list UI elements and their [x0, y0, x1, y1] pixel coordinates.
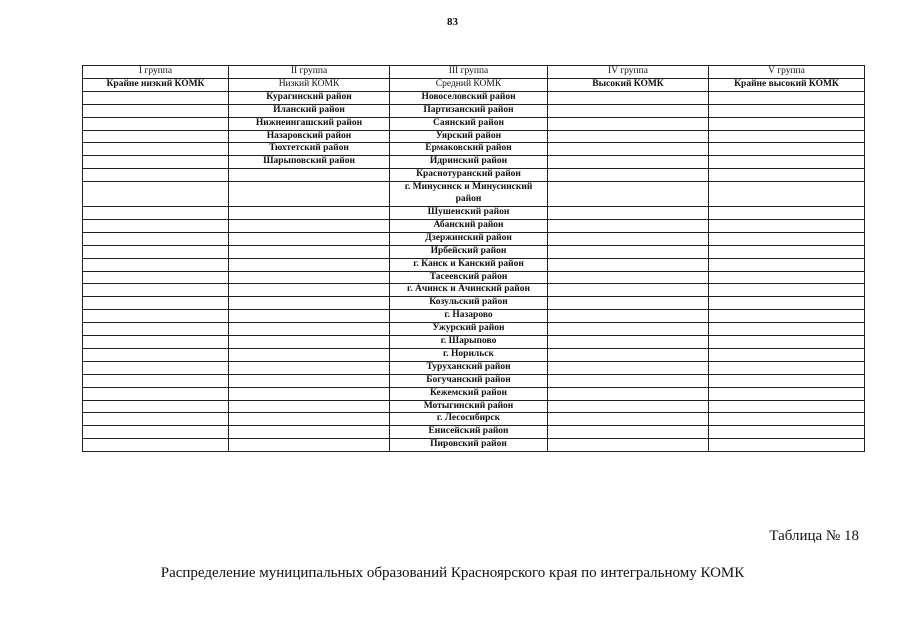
table-row [83, 284, 865, 297]
table-cell [548, 117, 709, 130]
table-cell [709, 336, 865, 349]
table-cell [229, 245, 390, 258]
table-cell [709, 245, 865, 258]
table-cell: г. Ачинск и Ачинский район [390, 284, 548, 297]
table-row [83, 258, 865, 271]
table-cell [709, 323, 865, 336]
table-cell: г. Лесосибирск [390, 413, 548, 426]
table-row [83, 426, 865, 439]
table-cell [83, 271, 229, 284]
table-row [83, 130, 865, 143]
page-number: 83 [447, 16, 458, 28]
table-cell [548, 336, 709, 349]
table-cell [83, 387, 229, 400]
table-cell [709, 374, 865, 387]
table-cell [83, 104, 229, 117]
table-cell [709, 130, 865, 143]
group-header-cell: V группа [709, 66, 865, 79]
table-cell [229, 439, 390, 452]
table-cell [83, 323, 229, 336]
table-cell: Богучанский район [390, 374, 548, 387]
table-body [83, 91, 865, 451]
table-cell [229, 374, 390, 387]
table-cell [83, 348, 229, 361]
table-cell [709, 361, 865, 374]
table-cell: Ирбейский район [390, 245, 548, 258]
table-cell: Туруханский район [390, 361, 548, 374]
table-cell [709, 297, 865, 310]
table-cell: Дзержинский район [390, 232, 548, 245]
table-row [83, 297, 865, 310]
level-header-cell: Низкий КОМК [229, 78, 390, 91]
level-header-row [83, 78, 865, 91]
table-cell [548, 387, 709, 400]
table-cell [229, 232, 390, 245]
level-header-cell: Крайне высокий КОМК [709, 78, 865, 91]
table-cell: г. Норильск [390, 348, 548, 361]
table-cell [229, 310, 390, 323]
table-row [83, 361, 865, 374]
table-cell [548, 361, 709, 374]
table-cell [83, 232, 229, 245]
table-cell [548, 232, 709, 245]
table-cell [548, 374, 709, 387]
table-cell [229, 169, 390, 182]
table-cell [709, 413, 865, 426]
table-cell [548, 258, 709, 271]
table-row [83, 271, 865, 284]
table-cell [709, 117, 865, 130]
table-row [83, 439, 865, 452]
table-cell [548, 130, 709, 143]
table-cell: Кежемский район [390, 387, 548, 400]
table-cell [709, 387, 865, 400]
table-cell [229, 413, 390, 426]
table-cell: Пировский район [390, 439, 548, 452]
table-cell: Краснотуранский район [390, 169, 548, 182]
table-cell: Идринский район [390, 156, 548, 169]
table-cell [709, 156, 865, 169]
table-cell: Иланский район [229, 104, 390, 117]
group-header-row [83, 66, 865, 79]
table-cell [83, 182, 229, 207]
table-cell [548, 348, 709, 361]
table-cell: Мотыгинский район [390, 400, 548, 413]
table-cell [709, 348, 865, 361]
table-cell [83, 336, 229, 349]
table-cell: Шушенский район [390, 206, 548, 219]
table-cell [709, 169, 865, 182]
table-cell [83, 91, 229, 104]
table-cell [229, 271, 390, 284]
table-cell [229, 219, 390, 232]
table-cell [709, 206, 865, 219]
table-cell: Абанский район [390, 219, 548, 232]
table-cell [229, 284, 390, 297]
table-cell [548, 143, 709, 156]
group-header-cell: IV группа [548, 66, 709, 79]
table-cell [548, 426, 709, 439]
table-row [83, 104, 865, 117]
table-cell: Новоселовский район [390, 91, 548, 104]
table-cell [709, 219, 865, 232]
table-cell [709, 91, 865, 104]
group-header-cell: III группа [390, 66, 548, 79]
table-cell [709, 284, 865, 297]
table-title: Распределение муниципальных образований Красноярского края по интегральному КОМК [160, 565, 745, 581]
table-cell [548, 219, 709, 232]
table-row [83, 219, 865, 232]
table-cell: Уярский район [390, 130, 548, 143]
table-cell: Ермаковский район [390, 143, 548, 156]
table-cell [83, 439, 229, 452]
table-row [83, 336, 865, 349]
table-cell [709, 426, 865, 439]
table-cell: Тасеевский район [390, 271, 548, 284]
table-cell: Енисейский район [390, 426, 548, 439]
table-cell [709, 439, 865, 452]
table-cell [229, 336, 390, 349]
table-cell [709, 310, 865, 323]
table-cell [548, 297, 709, 310]
table-row [83, 387, 865, 400]
table-cell [548, 169, 709, 182]
table-cell [83, 169, 229, 182]
table-row [83, 143, 865, 156]
table-cell [548, 310, 709, 323]
table-cell [709, 143, 865, 156]
group-header-cell: I группа [83, 66, 229, 79]
group-header-cell: II группа [229, 66, 390, 79]
table-cell: Тюхтетский район [229, 143, 390, 156]
table-cell [548, 271, 709, 284]
table-row [83, 413, 865, 426]
table-row [83, 232, 865, 245]
table-cell [548, 104, 709, 117]
table-cell [83, 117, 229, 130]
table-cell [83, 426, 229, 439]
table-row [83, 91, 865, 104]
table-cell: Шарыповский район [229, 156, 390, 169]
table-row [83, 206, 865, 219]
table-cell: г. Минусинск и Минусинский район [390, 182, 548, 207]
table-cell [83, 400, 229, 413]
table-cell [709, 232, 865, 245]
table-cell [83, 219, 229, 232]
table-row [83, 156, 865, 169]
table-row [83, 310, 865, 323]
table-row [83, 400, 865, 413]
table-row [83, 323, 865, 336]
municipalities-table [82, 65, 865, 452]
table-cell [229, 182, 390, 207]
level-header-cell: Средний КОМК [390, 78, 548, 91]
table-cell [83, 206, 229, 219]
table-cell [548, 91, 709, 104]
level-header-cell: Крайне низкий КОМК [83, 78, 229, 91]
table-cell [229, 400, 390, 413]
table-cell [548, 400, 709, 413]
table-cell: Козульский район [390, 297, 548, 310]
table-cell [229, 297, 390, 310]
table-cell: Нижнеингашский район [229, 117, 390, 130]
table-cell [229, 323, 390, 336]
table-cell [83, 310, 229, 323]
table-row [83, 348, 865, 361]
table-cell [229, 426, 390, 439]
table-cell [83, 284, 229, 297]
table-cell [709, 182, 865, 207]
table-cell [229, 258, 390, 271]
table-cell: г. Шарыпово [390, 336, 548, 349]
table-cell [83, 297, 229, 310]
table-cell [548, 284, 709, 297]
table-cell [83, 130, 229, 143]
table-cell [548, 413, 709, 426]
table-cell [709, 104, 865, 117]
table-cell [709, 400, 865, 413]
table-cell [548, 245, 709, 258]
table-cell [229, 361, 390, 374]
table-cell [83, 258, 229, 271]
table-cell: Саянский район [390, 117, 548, 130]
table-cell: Партизанский район [390, 104, 548, 117]
table-cell: Назаровский район [229, 130, 390, 143]
table-cell: Курагинский район [229, 91, 390, 104]
table-cell: Ужурский район [390, 323, 548, 336]
table-cell [83, 361, 229, 374]
table-cell [548, 206, 709, 219]
table-cell [548, 323, 709, 336]
table-cell [709, 271, 865, 284]
table-caption: Таблица № 18 [769, 528, 859, 544]
table-row [83, 117, 865, 130]
table-cell [83, 245, 229, 258]
table-cell [83, 143, 229, 156]
table-cell [548, 439, 709, 452]
table-cell [548, 156, 709, 169]
table-cell: г. Канск и Канский район [390, 258, 548, 271]
table-cell [83, 156, 229, 169]
table-row [83, 182, 865, 207]
table-cell [83, 413, 229, 426]
table-row [83, 245, 865, 258]
level-header-cell: Высокий КОМК [548, 78, 709, 91]
table-cell [229, 206, 390, 219]
table-cell: г. Назарово [390, 310, 548, 323]
table-cell [709, 258, 865, 271]
table-cell [229, 348, 390, 361]
table-cell [548, 182, 709, 207]
table-cell [83, 374, 229, 387]
table-cell [229, 387, 390, 400]
table-row [83, 374, 865, 387]
table-row [83, 169, 865, 182]
